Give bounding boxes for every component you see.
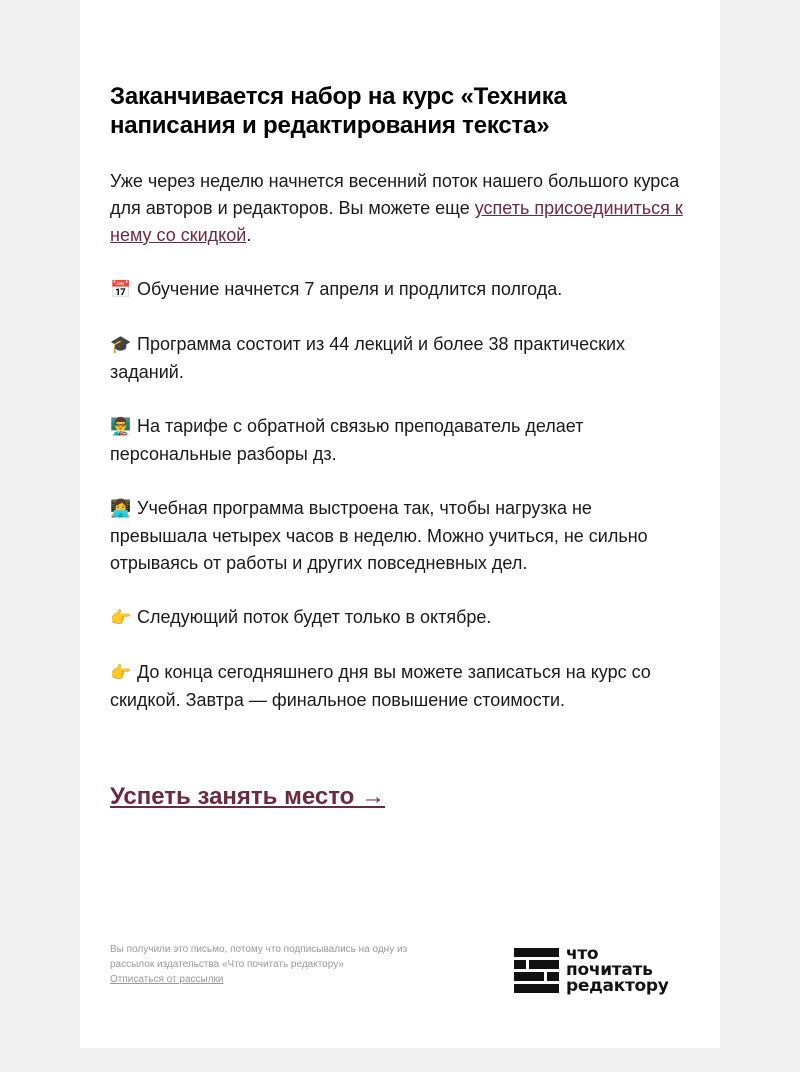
- logo-wordmark: [566, 946, 669, 994]
- unsubscribe-link[interactable]: Отписаться от рассылки: [110, 974, 224, 985]
- point-start-date: [110, 276, 690, 304]
- intro-text: Уже через неделю начнется весенний поток нашего большого курса для авторов и редакторов. Вы можете еще: [110, 171, 680, 218]
- point-text: Учебная программа выстроена так, чтобы нагрузка не превышала четырех часов в неделю. Можно учиться, не сильно отрываясь от работы и других повседневных дел.: [110, 498, 648, 573]
- intro-end: .: [246, 225, 252, 245]
- intro-paragraph: [110, 168, 690, 249]
- technologist-icon: 👩‍💻: [110, 499, 132, 519]
- footer-notice-block: [110, 942, 410, 987]
- point-text: Программа состоит из 44 лекций и более 38 практических заданий.: [110, 334, 626, 382]
- point-text: Следующий поток будет только в октябре.: [137, 607, 492, 627]
- point-discount-deadline: [110, 659, 690, 714]
- email-title: Заканчивается набор на курс «Техника написания и редактирования текста»: [110, 83, 567, 139]
- teacher-icon: 👨‍🏫: [110, 417, 132, 437]
- graduation-cap-icon: 🎓: [110, 335, 132, 355]
- point-feedback: [110, 413, 690, 468]
- email-card: [80, 0, 720, 1048]
- cta-link[interactable]: Успеть занять место →: [110, 783, 386, 810]
- point-program: [110, 331, 690, 386]
- publisher-logo[interactable]: [514, 946, 694, 996]
- point-workload: [110, 495, 690, 577]
- email-content: [110, 82, 690, 812]
- pointing-hand-icon: 👉: [110, 608, 132, 628]
- pointing-hand-icon: 👉: [110, 663, 132, 683]
- logo-line-2: почитать: [566, 960, 653, 980]
- point-text: До конца сегодняшнего дня вы можете записаться на курс со скидкой. Завтра — финальное повышение стоимости.: [110, 662, 651, 710]
- logo-line-1: что: [566, 944, 599, 964]
- point-text: Обучение начнется 7 апреля и продлится полгода.: [137, 279, 563, 299]
- point-text: На тарифе с обратной связью преподаватель делает персональные разборы дз.: [110, 416, 584, 464]
- footer-notice: Вы получили это письмо, потому что подписывались на одну из рассылок издательства «Что почитать редактору»: [110, 944, 408, 970]
- discount-link[interactable]: успеть присоединиться к нему со скидкой: [110, 198, 683, 245]
- logo-line-3: редактору: [566, 976, 669, 996]
- logo-bars-icon: [514, 948, 559, 994]
- point-next-stream: [110, 604, 690, 632]
- calendar-icon: 📅: [110, 280, 132, 300]
